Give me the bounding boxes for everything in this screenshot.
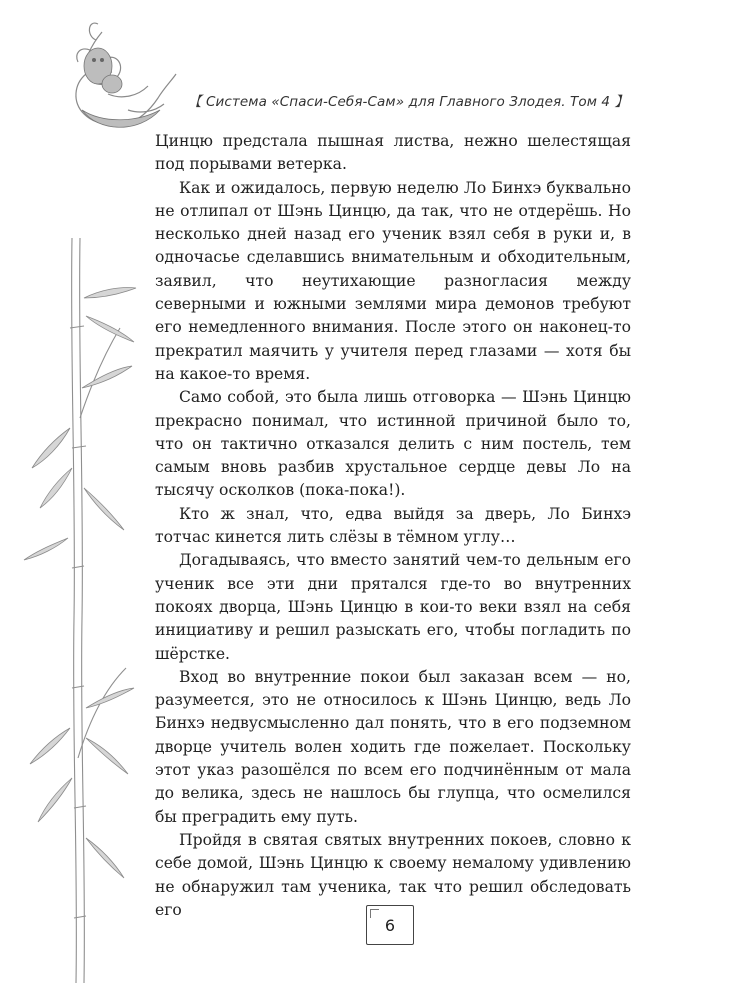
dragon-ornament-icon xyxy=(68,14,178,144)
paragraph: Само собой, это была лишь отговорка — Шэнь Цинцю прекрасно понимал, что истинной причиной было то, что он тактично отказался делить с ним постель, тем самым вновь разбив хрустальное сердце девы Ло на тысячу осколков (пока-пока!). xyxy=(155,388,631,500)
paragraph: Кто ж знал, что, едва выйдя за дверь, Ло Бинхэ тотчас кинется лить слёзы в тёмном углу… xyxy=(155,504,631,547)
corner-mark xyxy=(370,909,379,918)
paragraph: Догадываясь, что вместо занятий чем-то дельным его ученик все эти дни прятался где-то во внутренних покоях дворца, Шэнь Цинцю в кои-то веки взял на себя инициативу и решил разыскать его, чтобы погладить по шёрстке. xyxy=(155,551,631,663)
page-number: 6 xyxy=(384,915,396,935)
paragraph: Цинцю предстала пышная листва, нежно шелестящая под порывами ветерка. xyxy=(155,132,631,174)
paragraph: Вход во внутренние покои был заказан всем — но, разумеется, это не относилось к Шэнь Цинцю, ведь Ло Бинхэ недвусмысленно дал понять, что в его подземном дворце учитель волен ходить где пожелает. Поскольку этот указ разошёлся по всем его подчинённым от мала до велика, здесь не нашлось бы глупца, что осмелился бы преградить ему путь. xyxy=(155,667,631,826)
paragraph: Пройдя в святая святых внутренних покоев, словно к себе домой, Шэнь Цинцю к своему немалому удивлению не обнаружил там ученика, так что решил обследовать его xyxy=(155,830,631,919)
running-title: 【 Система «Спаси-Себя-Сам» для Главного Злодея. Том 4 】 xyxy=(188,94,629,110)
paragraph: Как и ожидалось, первую неделю Ло Бинхэ буквально не отлипал от Шэнь Цинцю, да так, что не отдерёшь. Но несколько дней назад его ученик взял себя в руки и, в одночасье сделавшись внимательным и обходительным, заявил, что неутихающие разногласия между северными и южными землями мира демонов требуют его немедленного внимания. После этого он наконец-то прекратил маячить у учителя перед глазами — хотя бы на какое-то время. xyxy=(155,178,631,383)
body-text xyxy=(155,130,631,922)
bamboo-stalk-icon xyxy=(20,238,140,988)
page-number-box xyxy=(366,905,414,945)
